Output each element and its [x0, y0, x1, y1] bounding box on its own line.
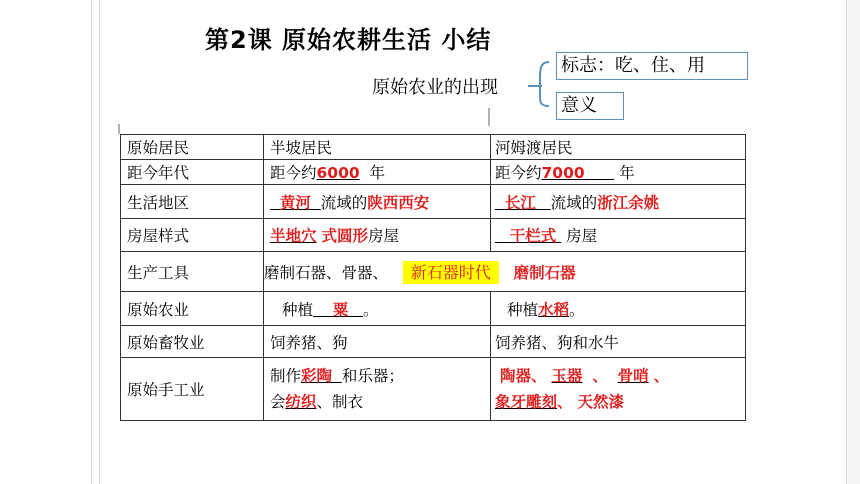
plant-word: 种植: [282, 300, 314, 319]
region-banpo: [264, 185, 491, 219]
row-label: 生活地区: [121, 185, 264, 219]
region-hemudu: [491, 185, 746, 219]
handicraft-hemudu-lacquer: 天然漆: [577, 393, 624, 411]
livestock-hemudu: 饲养猪、狗和水牛: [491, 326, 746, 358]
handicraft-hemudu: [491, 358, 746, 421]
can-word: 会: [270, 393, 286, 411]
region-banpo-place: 陕西西安: [367, 193, 430, 212]
house-banpo-style: 半地穴: [270, 227, 317, 245]
summary-table: [120, 134, 746, 421]
basin-text: 流域的: [550, 193, 598, 212]
row-label: 原始农业: [121, 292, 264, 326]
region-hemudu-place: 浙江余姚: [597, 193, 660, 212]
house-word: 房屋: [566, 227, 598, 245]
era-banpo: [264, 160, 491, 185]
header-cell: 原始居民: [121, 135, 264, 160]
livestock-banpo: 饲养猪、狗: [264, 326, 491, 358]
era-prefix: 距今约: [270, 164, 317, 182]
end-mark: 。: [569, 300, 585, 319]
agri-hemudu: [491, 292, 746, 326]
handicraft-hemudu-ivory: 象牙雕刻: [495, 393, 558, 411]
row-label: 房屋样式: [121, 219, 264, 252]
make-word: 制作: [270, 367, 302, 385]
handicraft-hemudu-jade: 玉器: [551, 367, 583, 385]
agri-banpo-crop: 粟: [332, 300, 349, 319]
table-row-tools: [121, 252, 746, 292]
basin-text: 流域的: [320, 193, 368, 212]
house-banpo-style2: 式圆形: [321, 227, 368, 245]
row-label: 生产工具: [121, 252, 264, 292]
table-header-row: [121, 135, 746, 160]
table-row-handicraft: [121, 358, 746, 421]
region-hemudu-river: 长江: [504, 193, 536, 212]
row-label: 原始畜牧业: [121, 326, 264, 358]
row-label: 原始手工业: [121, 358, 264, 421]
house-word: 房屋: [367, 227, 399, 245]
tools-period-highlight: 新石器时代: [403, 261, 499, 284]
sep: 、: [592, 367, 608, 385]
mindmap-branch-meaning: 意义: [556, 92, 624, 120]
slide-title: 第2课 原始农耕生活 小结: [205, 26, 492, 54]
tools-banpo-text: 磨制石器、骨器、: [264, 264, 389, 282]
end-mark: 。: [363, 300, 379, 319]
table-row-agriculture: [121, 292, 746, 326]
header-cell: 半坡居民: [264, 135, 491, 160]
tools-hemudu: 磨制石器: [513, 264, 576, 282]
row-label: 距今年代: [121, 160, 264, 185]
tools-banpo: [264, 264, 388, 282]
agri-hemudu-crop: 水稻: [538, 300, 570, 319]
house-hemudu: [491, 219, 746, 252]
handicraft-clothes: 、制衣: [316, 393, 364, 411]
handicraft-instr: 和乐器；: [341, 367, 404, 385]
era-suffix: 年: [369, 164, 386, 182]
plant-word: 种植: [507, 300, 539, 319]
handicraft-hemudu-pottery: 陶器: [499, 367, 531, 385]
house-hemudu-style: 干栏式: [509, 227, 557, 245]
tools-cell: [264, 252, 746, 292]
house-banpo: [264, 219, 491, 252]
table-row-livestock: [121, 326, 746, 358]
handicraft-banpo: [264, 358, 491, 421]
handicraft-banpo-pottery: 彩陶: [301, 367, 333, 385]
sep: 、: [530, 367, 547, 385]
mindmap-branch-sign: 标志：吃、住、用: [556, 52, 748, 80]
table-row-house: [121, 219, 746, 252]
region-banpo-river: 黄河: [279, 193, 311, 212]
era-prefix: 距今约: [495, 164, 542, 182]
handicraft-banpo-line1: [270, 363, 486, 389]
sep: 、: [557, 393, 573, 411]
sep: 、: [653, 367, 670, 385]
agri-banpo: [264, 292, 491, 326]
era-banpo-value: 6000: [316, 164, 360, 182]
handicraft-hemudu-bone: 骨哨: [617, 367, 649, 385]
era-hemudu-value: 7000: [541, 164, 585, 182]
table-row-region: [121, 185, 746, 219]
table-row-era: [121, 160, 746, 185]
header-cell: 河姆渡居民: [491, 135, 746, 160]
era-suffix: 年: [619, 164, 635, 182]
era-hemudu: [491, 160, 746, 185]
mindmap-root: 原始农业的出现: [372, 77, 498, 98]
handicraft-hemudu-line1: [495, 363, 741, 389]
handicraft-banpo-textile: 纺织: [285, 393, 317, 411]
handicraft-banpo-line2: [270, 389, 486, 415]
handicraft-hemudu-line2: [495, 389, 741, 415]
